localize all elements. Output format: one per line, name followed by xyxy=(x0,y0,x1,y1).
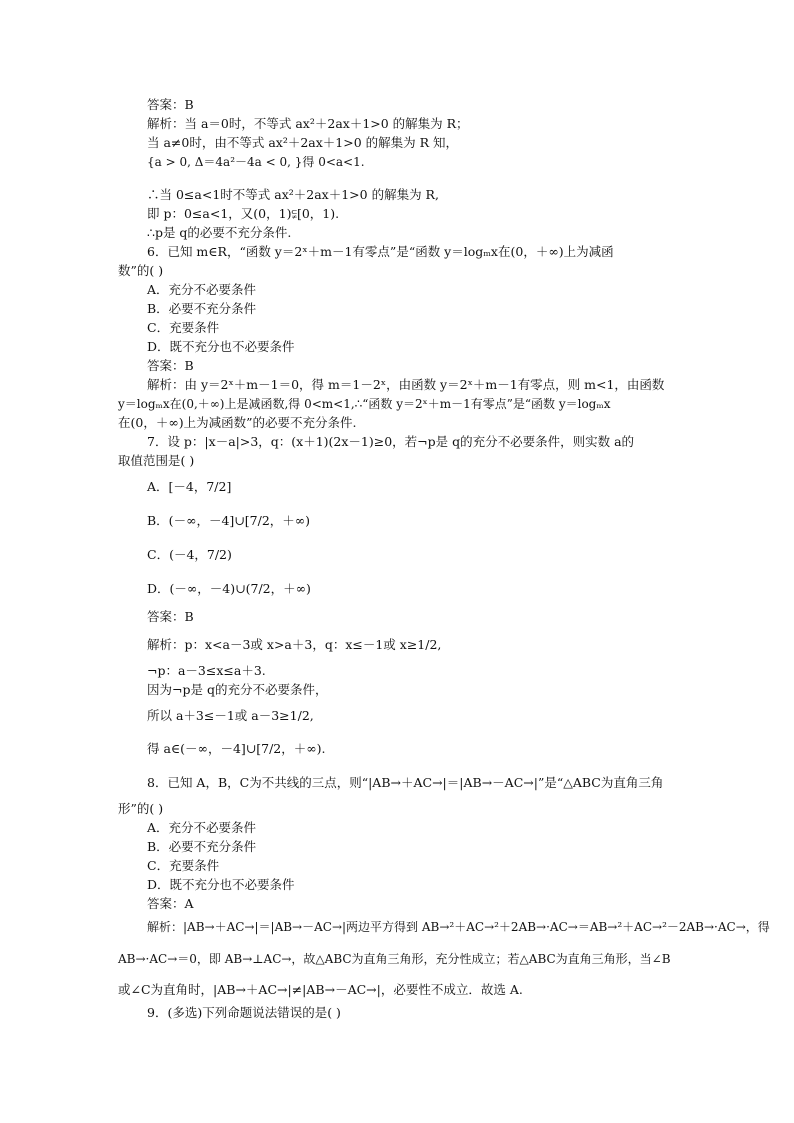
analysis-line: 或∠C为直角时，|AB→＋AC→|≠|AB→－AC→|，必要性不成立．故选 A. xyxy=(118,982,523,997)
option-a: A．充分不必要条件 xyxy=(147,282,257,297)
option-b: B．必要不充分条件 xyxy=(147,839,257,854)
analysis-line: 解析：当 a＝0时，不等式 ax²＋2ax＋1>0 的解集为 R； xyxy=(147,116,469,131)
analysis-line: 即 p：0≤a<1，又(0，1)⫋[0，1). xyxy=(147,206,340,221)
option-b: B．(－∞，－4]∪[7/2，＋∞) xyxy=(147,513,311,528)
analysis-line: 当 a≠0时，由不等式 ax²＋2ax＋1>0 的解集为 R 知， xyxy=(147,135,459,150)
option-a: A．[－4，7/2] xyxy=(147,479,232,494)
analysis-line: ∴p是 q的必要不充分条件. xyxy=(147,225,292,240)
analysis-line: 得 a∈(－∞，－4]∪[7/2，＋∞). xyxy=(147,741,326,756)
analysis-line: 解析：|AB→＋AC→|＝|AB→－AC→|两边平方得到 AB→²＋AC→²＋2AB→·AC→＝AB→²＋AC→²－2AB→·AC→，得 xyxy=(147,920,770,934)
answer-label: 答案：B xyxy=(147,609,194,624)
analysis-line: y＝logₘx在(0,＋∞)上是减函数,得 0<m<1,∴“函数 y＝2ˣ＋m－1有零点”是“函数 y＝logₘx xyxy=(118,397,611,411)
analysis-line: 解析：p：x<a－3或 x>a＋3，q：x≤－1或 x≥1/2, xyxy=(147,637,442,652)
question-7-stem: 7．设 p：|x－a|>3，q：(x＋1)(2x－1)≥0，若¬p是 q的充分不必要条件，则实数 a的 xyxy=(147,434,635,449)
option-a: A．充分不必要条件 xyxy=(147,820,257,835)
question-7-stem-cont: 取值范围是( ) xyxy=(118,453,195,468)
question-9-stem: 9．(多选)下列命题说法错误的是( ) xyxy=(147,1005,341,1020)
system-of-inequalities: {a > 0, Δ＝4a²－4a < 0, }得 0<a<1. xyxy=(147,155,365,169)
analysis-line: 因为¬p是 q的充分不必要条件， xyxy=(147,682,328,697)
answer-label: 答案：A xyxy=(147,896,194,911)
analysis-line: ¬p：a－3≤x≤a＋3. xyxy=(147,663,266,678)
analysis-line: 解析：由 y＝2ˣ＋m－1＝0，得 m＝1－2ˣ，由函数 y＝2ˣ＋m－1有零点，则 m<1，由函数 xyxy=(147,377,665,392)
answer-label: 答案：B xyxy=(147,358,194,373)
analysis-line: ∴当 0≤a<1时不等式 ax²＋2ax＋1>0 的解集为 R, xyxy=(147,187,439,202)
analysis-line: AB→·AC→＝0，即 AB→⊥AC→，故△ABC为直角三角形，充分性成立；若△ABC为直角三角形，当∠B xyxy=(118,952,671,966)
analysis-line: 在(0，＋∞)上为减函数”的必要不充分条件. xyxy=(118,415,357,430)
option-c: C．(－4，7/2) xyxy=(147,547,232,562)
question-8-stem: 8．已知 A，B，C为不共线的三点，则“|AB→＋AC→|＝|AB→－AC→|”是“△ABC为直角三角 xyxy=(147,775,664,790)
answer-label: 答案：B xyxy=(147,97,194,112)
option-d: D．既不充分也不必要条件 xyxy=(147,877,295,892)
option-c: C．充要条件 xyxy=(147,320,220,335)
option-d: D．既不充分也不必要条件 xyxy=(147,339,295,354)
option-c: C．充要条件 xyxy=(147,858,220,873)
analysis-line: 所以 a＋3≤－1或 a－3≥1/2, xyxy=(147,708,314,723)
question-6-stem: 6．已知 m∈R，“函数 y＝2ˣ＋m－1有零点”是“函数 y＝logₘx在(0，＋∞)上为减函 xyxy=(147,244,614,259)
option-d: D．(－∞，－4)∪(7/2，＋∞) xyxy=(147,581,311,596)
question-8-stem-cont: 形”的( ) xyxy=(118,801,164,816)
question-6-stem-cont: 数”的( ) xyxy=(118,263,164,278)
option-b: B．必要不充分条件 xyxy=(147,301,257,316)
